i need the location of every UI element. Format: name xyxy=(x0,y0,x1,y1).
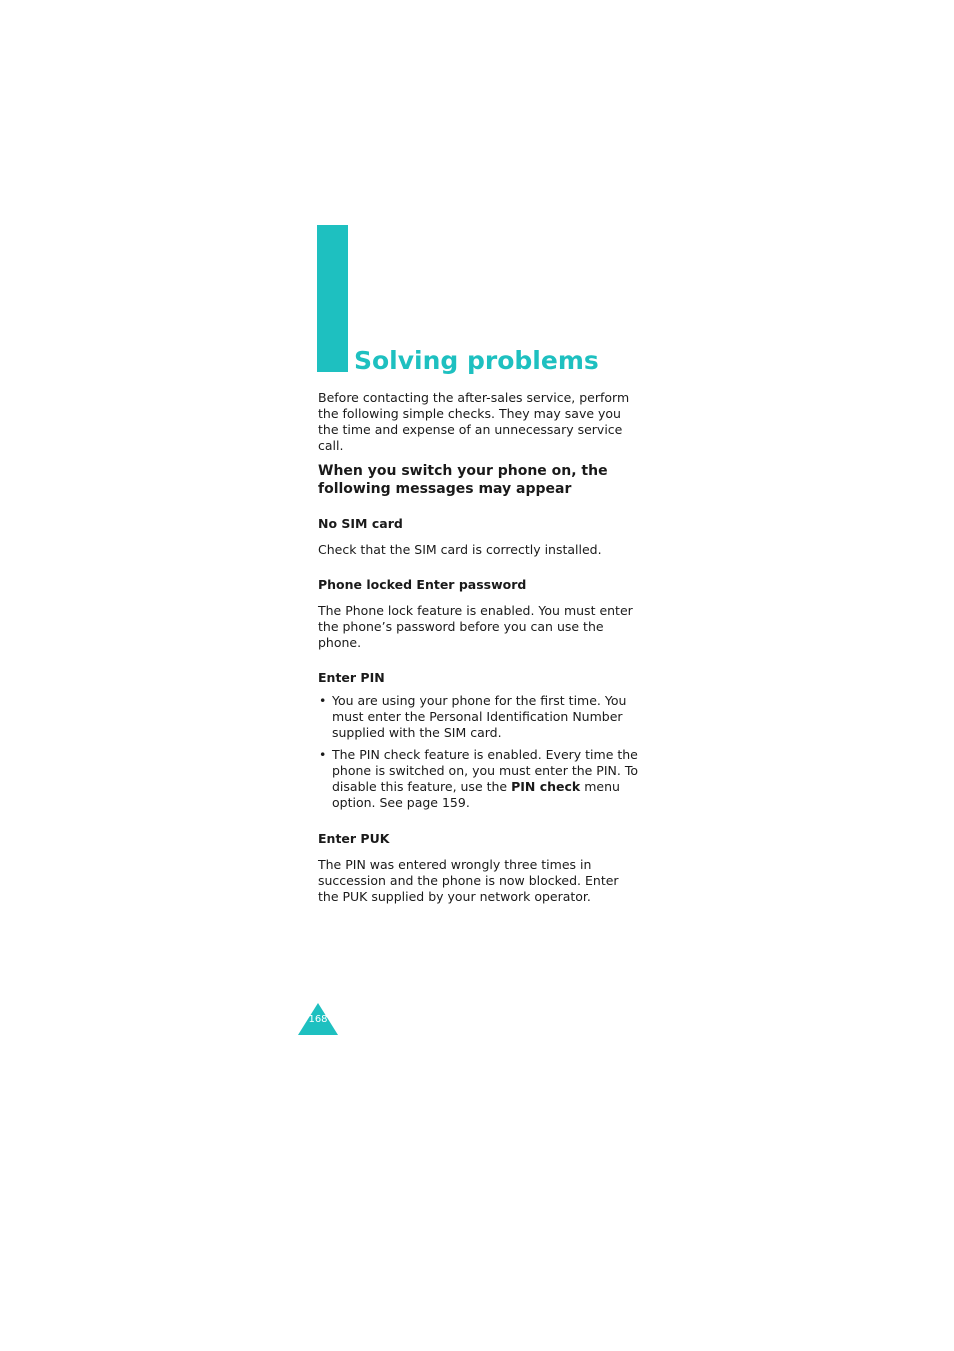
no-sim-body: Check that the SIM card is correctly installed. xyxy=(318,542,602,557)
section-heading: When you switch your phone on, the following messages may appear xyxy=(318,463,608,497)
pin-check-menu-name: PIN check xyxy=(511,779,581,794)
enter-pin-list xyxy=(318,693,640,811)
list-item xyxy=(318,693,640,741)
enter-puk-heading: Enter PUK xyxy=(318,831,390,846)
enter-puk-body: The PIN was entered wrongly three times in succession and the phone is now blocked. Enter the PUK supplied by your network operator. xyxy=(318,857,619,904)
intro-paragraph: Before contacting the after-sales service, perform the following simple checks. They may save you the time and expense of an unnecessary service call. xyxy=(318,390,630,453)
enter-pin-bullet-1: You are using your phone for the first time. You must enter the Personal Identification Number supplied with the SIM card. xyxy=(332,693,627,740)
section-heading-block xyxy=(318,462,640,498)
phone-locked-heading: Phone locked Enter password xyxy=(318,577,527,592)
phone-locked-section xyxy=(318,577,640,664)
page-number: 168 xyxy=(308,1014,328,1025)
bullet-icon: • xyxy=(319,747,327,762)
intro-block xyxy=(318,390,640,454)
phone-locked-body: The Phone lock feature is enabled. You must enter the phone’s password before you can use the phone. xyxy=(318,603,633,650)
enter-puk-section xyxy=(318,831,640,918)
chapter-accent-bar xyxy=(317,225,348,372)
list-item xyxy=(318,747,640,811)
no-sim-heading: No SIM card xyxy=(318,516,403,531)
no-sim-section xyxy=(318,516,640,571)
bullet-icon: • xyxy=(319,693,327,708)
enter-pin-bullet-2-after: menu option. See page 159. xyxy=(332,779,620,810)
enter-pin-section xyxy=(318,670,640,817)
enter-pin-bullet-2-before: The PIN check feature is enabled. Every time the phone is switched on, you must enter the PIN. To disable this feature, use the xyxy=(332,747,638,794)
page-title: Solving problems xyxy=(354,346,599,375)
enter-pin-heading: Enter PIN xyxy=(318,670,385,685)
